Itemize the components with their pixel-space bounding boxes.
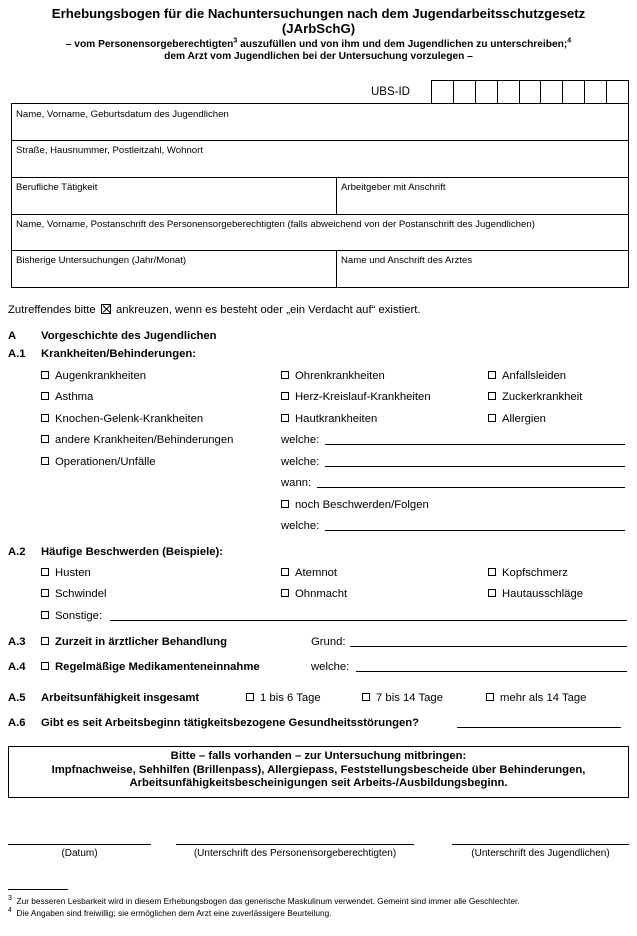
medication-welche-label: welche:	[311, 661, 350, 673]
a4-num: A.4	[8, 661, 26, 673]
a3-num: A.3	[8, 636, 26, 648]
checkbox-rash[interactable]: Hautausschläge	[488, 587, 583, 601]
grund-line[interactable]	[350, 646, 627, 647]
checkbox-breathlessness[interactable]: Atemnot	[281, 566, 337, 580]
a1-num: A.1	[8, 348, 26, 360]
a5-label: Arbeitsunfähigkeit insgesamt	[41, 692, 200, 704]
a5-num: A.5	[8, 692, 26, 704]
infobox-line1: Bitte – falls vorhanden – zur Untersuchung mitbringen:	[170, 750, 467, 762]
ubs-id-label: UBS-ID	[371, 86, 410, 98]
form-title-abbr: (JArbSchG)	[281, 21, 356, 36]
name-field[interactable]: Name, Vorname, Geburtsdatum des Jugendlichen	[16, 109, 229, 120]
a1-title: Krankheiten/Behinderungen:	[41, 348, 197, 360]
footnote-4: $^4$ Die Angaben sind freiwillig; sie ermöglichen dem Arzt eine zuverlässigere Beurteilung.	[8, 907, 332, 918]
a6-line[interactable]	[457, 727, 621, 728]
checkbox-current-treatment[interactable]: Zurzeit in ärztlicher Behandlung	[41, 635, 227, 649]
a2-num: A.2	[8, 546, 26, 558]
section-a-title: Vorgeschichte des Jugendlichen	[41, 330, 217, 342]
checkbox-seizure[interactable]: Anfallsleiden	[488, 369, 566, 383]
checkbox-7-14-days[interactable]: 7 bis 14 Tage	[362, 691, 443, 705]
bring-along-box	[8, 746, 629, 798]
checkbox-cough[interactable]: Husten	[41, 566, 91, 580]
welche-line-1[interactable]	[325, 444, 625, 445]
checkbox-diabetes[interactable]: Zuckerkrankheit	[488, 390, 582, 404]
checkbox-skin[interactable]: Hautkrankheiten	[281, 412, 377, 426]
job-field[interactable]: Berufliche Tätigkeit	[16, 182, 98, 193]
checkbox-asthma[interactable]: Asthma	[41, 390, 93, 404]
welche-label-3: welche:	[281, 520, 320, 532]
infobox-line2: Impfnachweise, Sehhilfen (Brillenpass), Allergiepass, Feststellungsbescheide über Behinderungen,	[51, 763, 586, 776]
welche-line-2[interactable]	[325, 466, 625, 467]
form-subtitle-line2: dem Arzt vom Jugendlichen bei der Untersuchung vorzulegen –	[164, 51, 473, 62]
footnote-3: $^3$ Zur besseren Lesbarkeit wird in diesem Erhebungsbogen das generische Maskulinum verwendet. Gemeint sind immer alle Geschlechter.	[8, 895, 520, 906]
employer-field[interactable]: Arbeitgeber mit Anschrift	[341, 182, 446, 193]
youth-signature-label: (Unterschrift des Jugendlichen)	[471, 848, 610, 859]
checkbox-cardio[interactable]: Herz-Kreislauf-Krankheiten	[281, 390, 431, 404]
form-title: Erhebungsbogen für die Nachuntersuchungen nach dem Jugendarbeitsschutzgesetz	[51, 6, 586, 21]
date-line[interactable]	[8, 844, 151, 845]
checkbox-1-6-days[interactable]: 1 bis 6 Tage	[246, 691, 321, 705]
checkbox-other-diseases[interactable]: andere Krankheiten/Behinderungen	[41, 433, 233, 447]
checkbox-dizziness[interactable]: Schwindel	[41, 587, 107, 601]
checkbox-other-complaints[interactable]: Sonstige:	[41, 609, 102, 623]
guardian-field[interactable]: Name, Vorname, Postanschrift des Personensorgeberechtigten (falls abweichend von der Postanschrift des Jugendlichen)	[16, 219, 535, 230]
welche-line-3[interactable]	[325, 530, 625, 531]
checkbox-allergies[interactable]: Allergien	[488, 412, 546, 426]
guardian-signature-line[interactable]	[176, 844, 414, 845]
welche-label-2: welche:	[281, 456, 320, 468]
checkbox-ongoing-complaints[interactable]: noch Beschwerden/Folgen	[281, 498, 429, 512]
instruction-text: Zutreffendes bitte ankreuzen, wenn es besteht oder „ein Verdacht auf“ existiert.	[8, 304, 421, 316]
date-label: (Datum)	[61, 848, 98, 859]
checkbox-fainting[interactable]: Ohnmacht	[281, 587, 347, 601]
doctor-field[interactable]: Name und Anschrift des Arztes	[341, 255, 473, 266]
form-subtitle-line1: – vom Personensorgeberechtigten$^3$ auszufüllen und von ihm und dem Jugendlichen zu unterschreiben;$^4$	[65, 37, 572, 50]
youth-signature-line[interactable]	[452, 844, 629, 845]
checkbox-medication[interactable]: Regelmäßige Medikamenteneinnahme	[41, 660, 260, 674]
infobox-line3: Arbeitsunfähigkeitsbescheinigungen seit Arbeits-/Ausbildungsbeginn.	[129, 777, 508, 789]
previous-exams-field[interactable]: Bisherige Untersuchungen (Jahr/Monat)	[16, 255, 187, 266]
checkbox-eye[interactable]: Augenkrankheiten	[41, 369, 146, 383]
checkbox-over-14-days[interactable]: mehr als 14 Tage	[486, 691, 586, 705]
address-field[interactable]: Straße, Hausnummer, Postleitzahl, Wohnort	[16, 145, 203, 156]
guardian-signature-label: (Unterschrift des Personensorgeberechtigten)	[193, 848, 397, 859]
footnote-separator	[8, 889, 68, 890]
checkbox-ear[interactable]: Ohrenkrankheiten	[281, 369, 385, 383]
section-a-num: A	[8, 330, 17, 342]
personal-data-grid	[11, 103, 629, 288]
crossed-checkbox-icon	[101, 304, 111, 314]
ubs-id-input[interactable]	[431, 80, 629, 104]
grund-label: Grund:	[311, 636, 346, 648]
checkbox-bone-joint[interactable]: Knochen-Gelenk-Krankheiten	[41, 412, 203, 426]
checkbox-surgery-accidents[interactable]: Operationen/Unfälle	[41, 455, 155, 469]
welche-label-1: welche:	[281, 434, 320, 446]
sonstige-line[interactable]	[110, 620, 627, 621]
wann-line[interactable]	[317, 487, 625, 488]
wann-label: wann:	[281, 477, 312, 489]
a6-label: Gibt es seit Arbeitsbeginn tätigkeitsbezogene Gesundheitsstörungen?	[41, 717, 420, 729]
a6-num: A.6	[8, 717, 26, 729]
checkbox-headache[interactable]: Kopfschmerz	[488, 566, 568, 580]
a2-title: Häufige Beschwerden (Beispiele):	[41, 546, 224, 558]
medication-line[interactable]	[356, 671, 627, 672]
